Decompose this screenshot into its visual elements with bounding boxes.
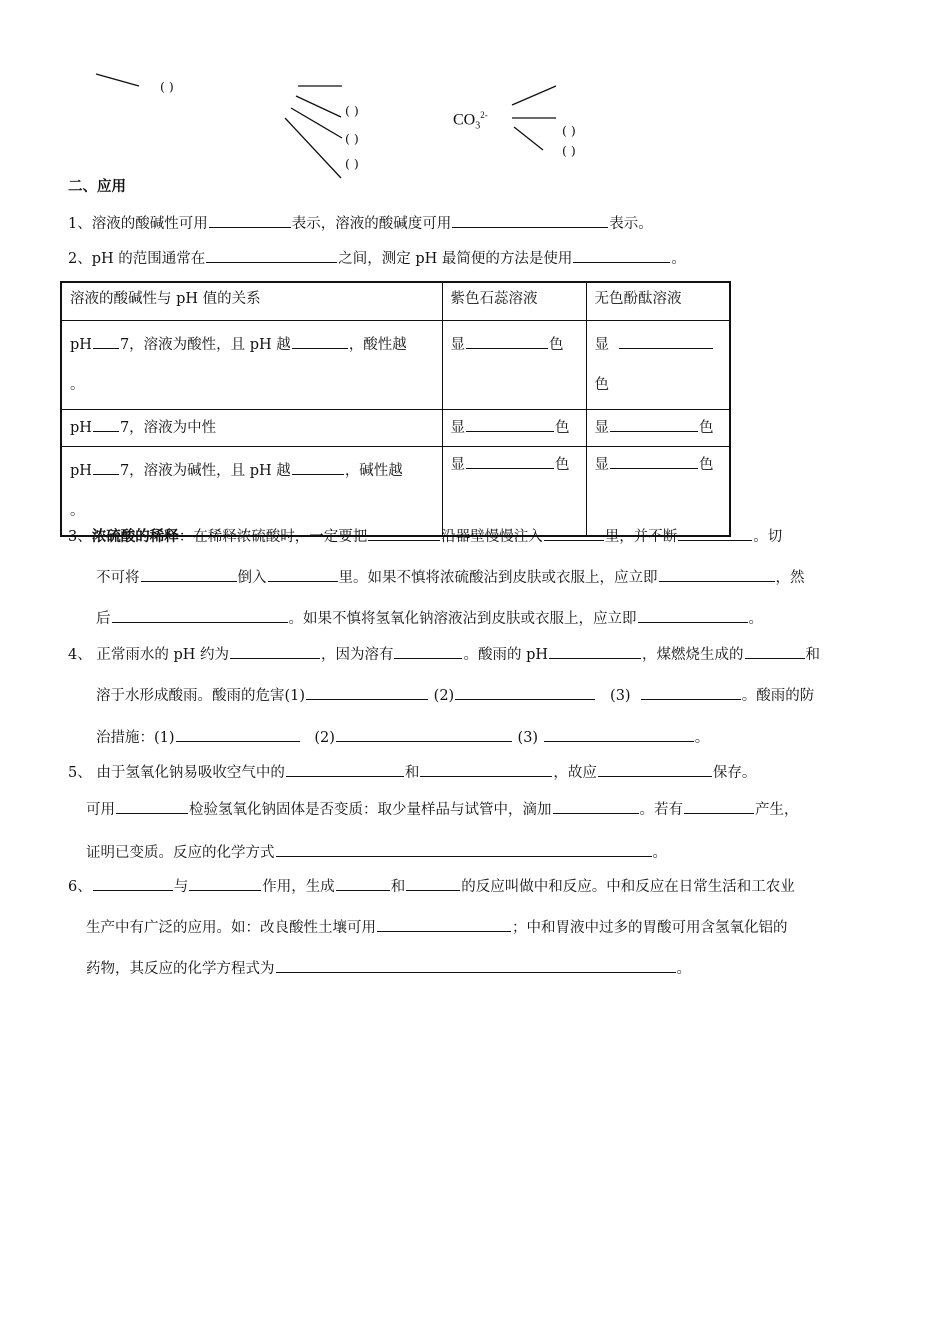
phenolphthalein-cell [586, 447, 730, 537]
diagram-paren-b1: ( ) [345, 103, 359, 118]
blank[interactable] [619, 334, 713, 349]
blank[interactable] [678, 526, 752, 541]
cell-text: 色 [699, 457, 714, 473]
question-1 [68, 213, 653, 233]
phenolphthalein-cell [586, 321, 730, 410]
blank[interactable] [306, 685, 428, 700]
cell-text: 7，溶液为碱性，且 pH 越 [119, 463, 291, 479]
q3-text: 。如果不慎将氢氧化钠溶液沾到皮肤或衣服上，应立即 [288, 611, 637, 627]
q5-text: 检验氢氧化钠固体是否变质：取少量样品与试管中，滴加 [189, 802, 552, 818]
question-2 [68, 248, 686, 268]
diagram-lines [0, 0, 950, 190]
blank[interactable] [368, 526, 440, 541]
blank[interactable] [549, 644, 641, 659]
blank[interactable] [466, 454, 554, 469]
cell-text: 7，溶液为中性 [119, 420, 217, 436]
q1-text-3: 表示。 [609, 216, 653, 232]
blank[interactable] [659, 567, 775, 582]
q4-text: 和 [805, 647, 821, 663]
blank[interactable] [394, 644, 462, 659]
cell-text: 色 [699, 420, 714, 436]
question-4-line-3 [96, 727, 709, 747]
question-3-line-1 [68, 526, 782, 546]
blank[interactable] [292, 334, 348, 349]
table-header-row [61, 282, 730, 321]
q4-text: (3) [610, 688, 631, 704]
cell-text: pH [70, 420, 92, 436]
blank[interactable] [745, 644, 805, 659]
blank[interactable] [336, 876, 390, 891]
blank[interactable] [377, 917, 511, 932]
blank[interactable] [189, 876, 261, 891]
q4-text: 。酸雨的防 [741, 688, 815, 704]
q5-text: 产生， [755, 802, 799, 818]
cell-text: 显 [594, 457, 609, 473]
question-4-line-2 [96, 685, 814, 705]
q5-text: 证明已变质。反应的化学方式 [86, 845, 275, 861]
blank[interactable] [93, 460, 119, 475]
cell-text: 显 [450, 420, 465, 436]
q6-text: 药物，其反应的化学方程式为 [86, 961, 275, 977]
cell-text: 色 [549, 337, 564, 353]
cell-text: ，碱性越 [344, 463, 403, 479]
cell-text: pH [70, 463, 92, 479]
blank[interactable] [466, 334, 548, 349]
q4-text: (2) [433, 688, 455, 704]
q6-text: 。 [676, 961, 691, 977]
blank[interactable] [420, 762, 552, 777]
blank[interactable] [452, 213, 608, 228]
q1-text-2: 表示，溶液的酸碱度可用 [291, 216, 452, 232]
q3-text: ：在稀释浓硫酸时，一定要把 [178, 529, 368, 545]
blank[interactable] [286, 762, 404, 777]
phenolphthalein-cell [586, 410, 730, 447]
question-5-line-3 [86, 842, 667, 862]
blank[interactable] [641, 685, 741, 700]
blank[interactable] [544, 727, 694, 742]
branch-line-a [96, 74, 139, 86]
cell-text: 显 [594, 337, 609, 353]
cell-text: 显 [450, 457, 465, 473]
blank[interactable] [406, 876, 460, 891]
q5-text: ，故应 [553, 765, 597, 781]
diagram-paren-b3: ( ) [345, 156, 359, 171]
blank[interactable] [553, 799, 639, 814]
q4-text: 治措施：(1) [96, 730, 175, 746]
q2-text-3: 。 [671, 251, 686, 267]
question-5-line-2 [86, 799, 799, 819]
cell-text: 显 [450, 337, 465, 353]
branch-line-c0 [512, 86, 556, 105]
question-4-line-1 [68, 644, 820, 664]
q5-text: 。若有 [639, 802, 683, 818]
q5-text: 5、 由于氢氧化钠易吸收空气中的 [68, 765, 285, 781]
header-cell: 紫色石蕊溶液 [442, 282, 586, 321]
q3-text: 里。如果不慎将浓硫酸沾到皮肤或衣服上，应立即 [338, 570, 658, 586]
blank[interactable] [93, 334, 119, 349]
q5-text: 和 [404, 765, 420, 781]
question-6-line-3 [86, 958, 691, 978]
litmus-cell [442, 321, 586, 410]
question-3-line-2 [96, 567, 805, 587]
header-cell: 无色酚酞溶液 [586, 282, 730, 321]
q6-text: 与 [173, 879, 189, 895]
table-row [61, 321, 730, 410]
table-row [61, 447, 730, 537]
litmus-cell [442, 447, 586, 537]
q3-text: 不可将 [96, 570, 140, 586]
blank[interactable] [141, 567, 237, 582]
blank[interactable] [336, 727, 512, 742]
q6-text: 的反应叫做中和反应。中和反应在日常生活和工农业 [461, 879, 795, 895]
cell-text: 色 [555, 457, 570, 473]
diagram-paren-a: ( ) [160, 79, 174, 94]
q6-text: 6、 [68, 879, 92, 895]
q3-num: 3、 [68, 529, 92, 545]
blank[interactable] [112, 608, 288, 623]
blank[interactable] [455, 685, 595, 700]
cell-text: 色 [555, 420, 570, 436]
header-cell: 溶液的酸碱性与 pH 值的关系 [61, 282, 442, 321]
question-5-line-1 [68, 762, 756, 782]
blank[interactable] [292, 460, 344, 475]
q3-text: 倒入 [237, 570, 267, 586]
q4-text: 。 [694, 730, 710, 746]
blank[interactable] [206, 248, 337, 263]
blank[interactable] [610, 454, 698, 469]
cell-text: pH [70, 337, 92, 353]
q3-text: 里，并不断 [604, 529, 678, 545]
blank[interactable] [466, 417, 554, 432]
cell-text: ，酸性越 [348, 337, 407, 353]
blank[interactable] [230, 644, 320, 659]
q4-text: 。酸雨的 pH [463, 647, 549, 663]
q2-text-2: 之间，测定 pH 最简便的方法是使用 [338, 251, 573, 267]
q5-text: 。 [652, 845, 667, 861]
cell-text: 7，溶液为酸性，且 pH 越 [119, 337, 291, 353]
litmus-cell [442, 410, 586, 447]
blank[interactable] [598, 762, 712, 777]
q3-text: 。切 [753, 529, 783, 545]
section-title: 二、应用 [68, 178, 126, 195]
q3-text: 沿器壁慢慢注入 [441, 529, 543, 545]
blank[interactable] [209, 213, 291, 228]
blank[interactable] [276, 842, 652, 857]
branch-line-b3 [285, 118, 341, 178]
q6-text: 作用，生成 [262, 879, 335, 895]
q4-text: ，煤燃烧生成的 [642, 647, 744, 663]
branch-line-b1 [296, 96, 341, 117]
question-3-line-3 [96, 608, 763, 628]
q4-text: ，因为溶有 [320, 647, 394, 663]
q1-text-1: 1、溶液的酸碱性可用 [68, 216, 208, 232]
cell-text: 。 [70, 503, 85, 519]
q3-heading: 浓硫酸的稀释 [91, 528, 179, 545]
blank[interactable] [684, 799, 754, 814]
blank[interactable] [638, 608, 748, 623]
blank[interactable] [276, 958, 676, 973]
table-row [61, 410, 730, 447]
blank[interactable] [176, 727, 300, 742]
q6-text: ；中和胃液中过多的胃酸可用含氢氧化铝的 [512, 920, 788, 936]
q4-text: (3) [517, 730, 539, 746]
question-6-line-2 [86, 917, 788, 937]
q6-text: 和 [390, 879, 406, 895]
q3-text: 。 [748, 611, 763, 627]
blank[interactable] [573, 248, 670, 263]
blank[interactable] [268, 567, 338, 582]
carbonate-label: $CO_3^{2-}$ [453, 110, 488, 132]
q2-text-1: 2、pH 的范围通常在 [68, 251, 206, 267]
q4-text: 溶于水形成酸雨。酸雨的危害(1) [96, 688, 306, 704]
blank[interactable] [93, 417, 119, 432]
q4-text: 4、 正常雨水的 pH 约为 [68, 647, 229, 663]
relation-cell [61, 410, 442, 447]
cell-text: 显 [594, 420, 609, 436]
q6-text: 生产中有广泛的应用。如：改良酸性土壤可用 [86, 920, 376, 936]
cell-text: 。 [70, 377, 85, 393]
cell-text: 色 [594, 377, 609, 393]
blank[interactable] [610, 417, 698, 432]
ph-indicator-table [60, 281, 731, 537]
q3-text: 后 [96, 611, 111, 627]
q4-text: (2) [314, 730, 335, 746]
blank[interactable] [93, 876, 173, 891]
diagram-paren-c2: ( ) [562, 143, 576, 158]
diagram-paren-b2: ( ) [345, 131, 359, 146]
q3-text: ，然 [775, 570, 805, 586]
question-6-line-1 [68, 876, 795, 896]
q5-text: 保存。 [712, 765, 757, 781]
relation-cell [61, 447, 442, 537]
relation-cell [61, 321, 442, 410]
diagram-paren-c1: ( ) [562, 123, 576, 138]
blank[interactable] [116, 799, 188, 814]
blank[interactable] [544, 526, 604, 541]
branch-line-c2 [514, 127, 543, 150]
q5-text: 可用 [86, 802, 115, 818]
